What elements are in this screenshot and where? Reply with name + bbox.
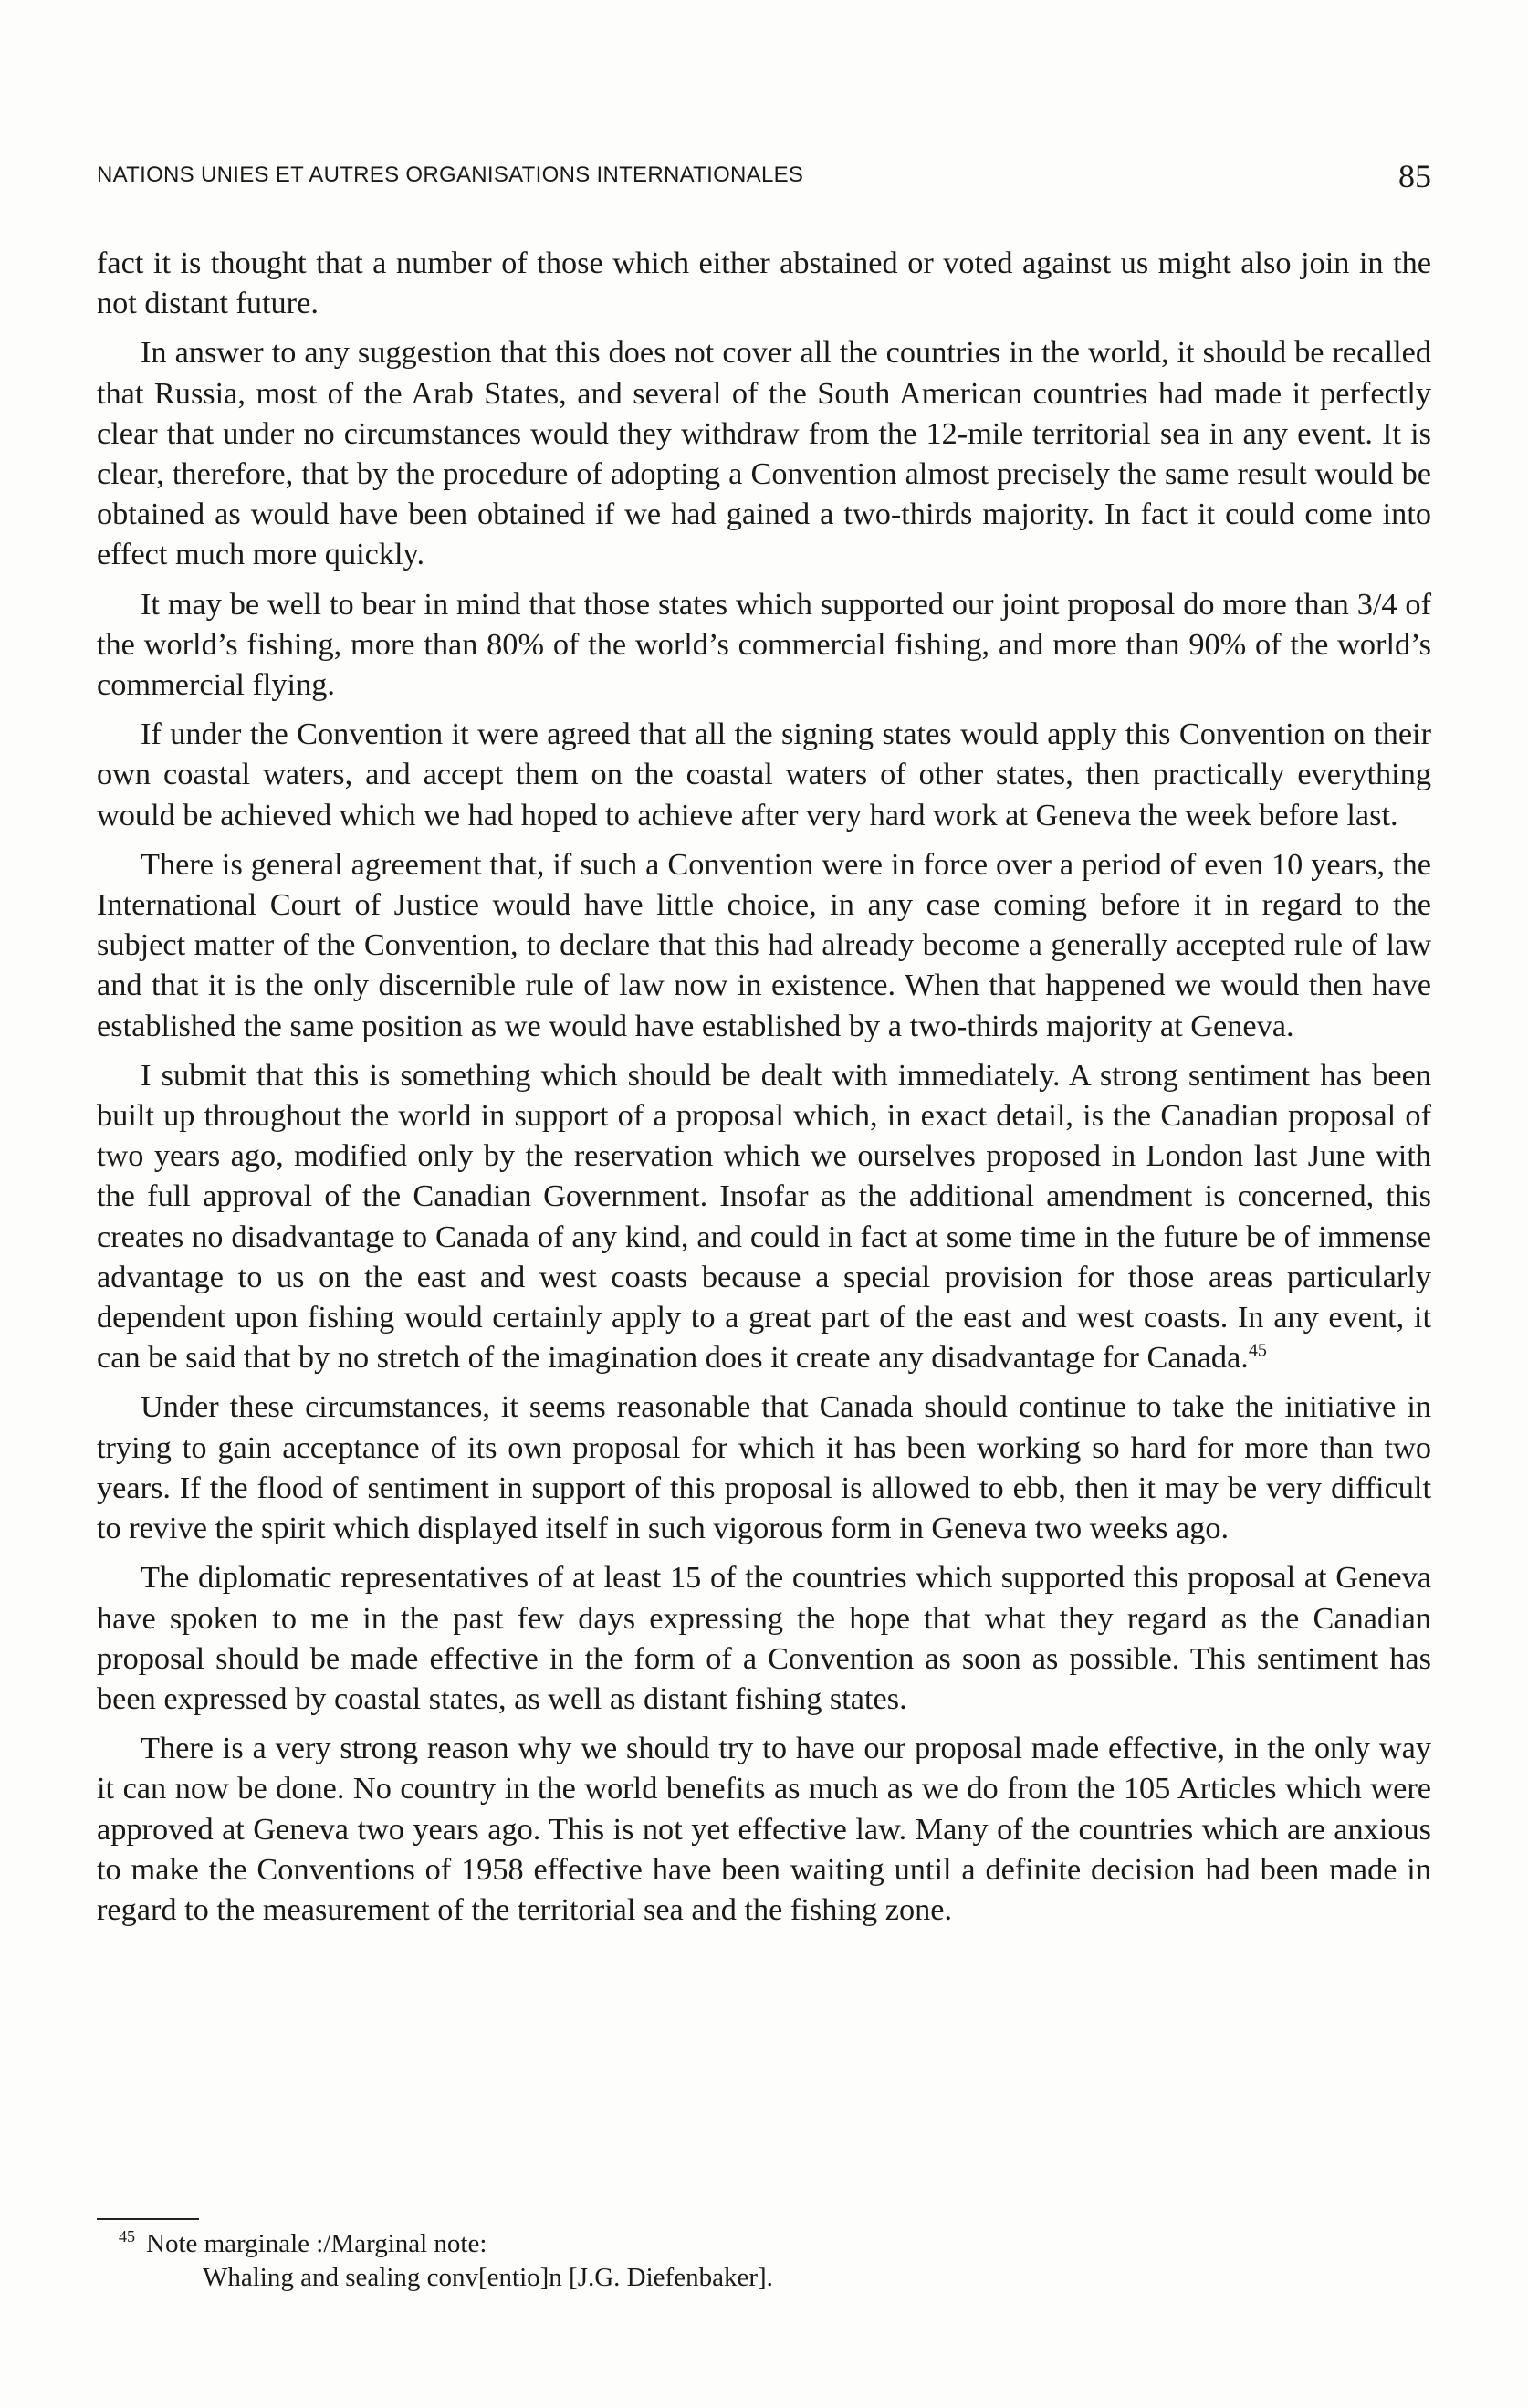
footnote-line2: Whaling and sealing conv[entio]n [J.G. Diefenbaker].	[203, 2263, 773, 2292]
paragraph: Under these circumstances, it seems reasonable that Canada should continue to take the initiative in trying to gain acceptance of its own proposal for which it has been working so hard for more than two years. If the flood of sentiment in support of this proposal is allowed to ebb, then it may be very difficult to revive the spirit which displayed itself in such vigorous form in Geneva two weeks ago.	[97, 1389, 1431, 1546]
footnote-line	[119, 2227, 1214, 2261]
page-number: 85	[1398, 158, 1431, 194]
running-title: NATIONS UNIES ET AUTRES ORGANISATIONS INTERNATIONALES	[97, 162, 804, 187]
paragraph-with-footnote	[97, 1055, 1431, 1378]
body-text	[97, 243, 1431, 1939]
footnote-line1: Note marginale :/Marginal note:	[146, 2229, 487, 2258]
paragraph: There is a very strong reason why we should try to have our proposal made effective, in the only way it can now be done. No country in the world benefits as much as we do from the 105 Articles which were approved at Geneva two years ago. This is not yet effective law. Many of the countries which are anxious to make the Conventions of 1958 effective have been waiting until a definite decision had been made in regard to the measurement of the territorial sea and the fishing zone.	[97, 1731, 1431, 1927]
footnote	[119, 2227, 1214, 2295]
paragraph: fact it is thought that a number of those which either abstained or voted against us might also join in the not distant future.	[97, 246, 1431, 321]
paragraph: The diplomatic representatives of at least 15 of the countries which supported this proposal at Geneva have spoken to me in the past few days expressing the hope that what they regard as the Canadian proposal should be made effective in the form of a Convention as soon as possible. This sentiment has been expressed by coastal states, as well as distant fishing states.	[97, 1560, 1431, 1716]
footnote-reference: 45	[1248, 1340, 1267, 1361]
paragraph-text: I submit that this is something which should be dealt with immediately. A strong sentiment has been built up throughout the world in support of a proposal which, in exact detail, is the Canadian proposal of two years ago, modified only by the reservation which we ourselves proposed in London last June with the full approval of the Canadian Government. Insofar as the additional amendment is concerned, this creates no disadvantage to Canada of any kind, and could in fact at some time in the future be of immense advantage to us on the east and west coasts because a special provision for those areas particularly dependent upon fishing would certainly apply to a great part of the east and west coasts. In any event, it can be said that by no stretch of the imagination does it create any disadvantage for Canada.	[97, 1057, 1431, 1376]
paragraph: It may be well to bear in mind that those states which supported our joint proposal do more than 3/4 of the world’s fishing, more than 80% of the world’s commercial fishing, and more than 90% of the world’s commercial flying.	[97, 586, 1431, 703]
paragraph: In answer to any suggestion that this does not cover all the countries in the world, it should be recalled that Russia, most of the Arab States, and several of the South American countries had made it perfectly clear that under no circumstances would they withdraw from the 12-mile territorial sea in any event. It is clear, therefore, that by the procedure of adopting a Convention almost precisely the same result would be obtained as would have been obtained if we had gained a two-thirds majority. In fact it could come into effect much more quickly.	[97, 335, 1431, 572]
page-header	[97, 157, 1431, 197]
paragraph: If under the Convention it were agreed that all the signing states would apply this Convention on their own coastal waters, and accept them on the coastal waters of other states, then practically everything would be achieved which we had hoped to achieve after very hard work at Geneva the week before last.	[97, 717, 1431, 832]
footnote-divider	[97, 2218, 199, 2220]
footnote-number: 45	[119, 2227, 135, 2246]
paragraph: There is general agreement that, if such a Convention were in force over a period of even 10 years, the International Court of Justice would have little choice, in any case coming before it in regard to the subject matter of the Convention, to declare that this had already become a generally accepted rule of law and that it is the only discernible rule of law now in existence. When that happened we would then have established the same position as we would have established by a two-thirds majority at Geneva.	[97, 846, 1431, 1043]
